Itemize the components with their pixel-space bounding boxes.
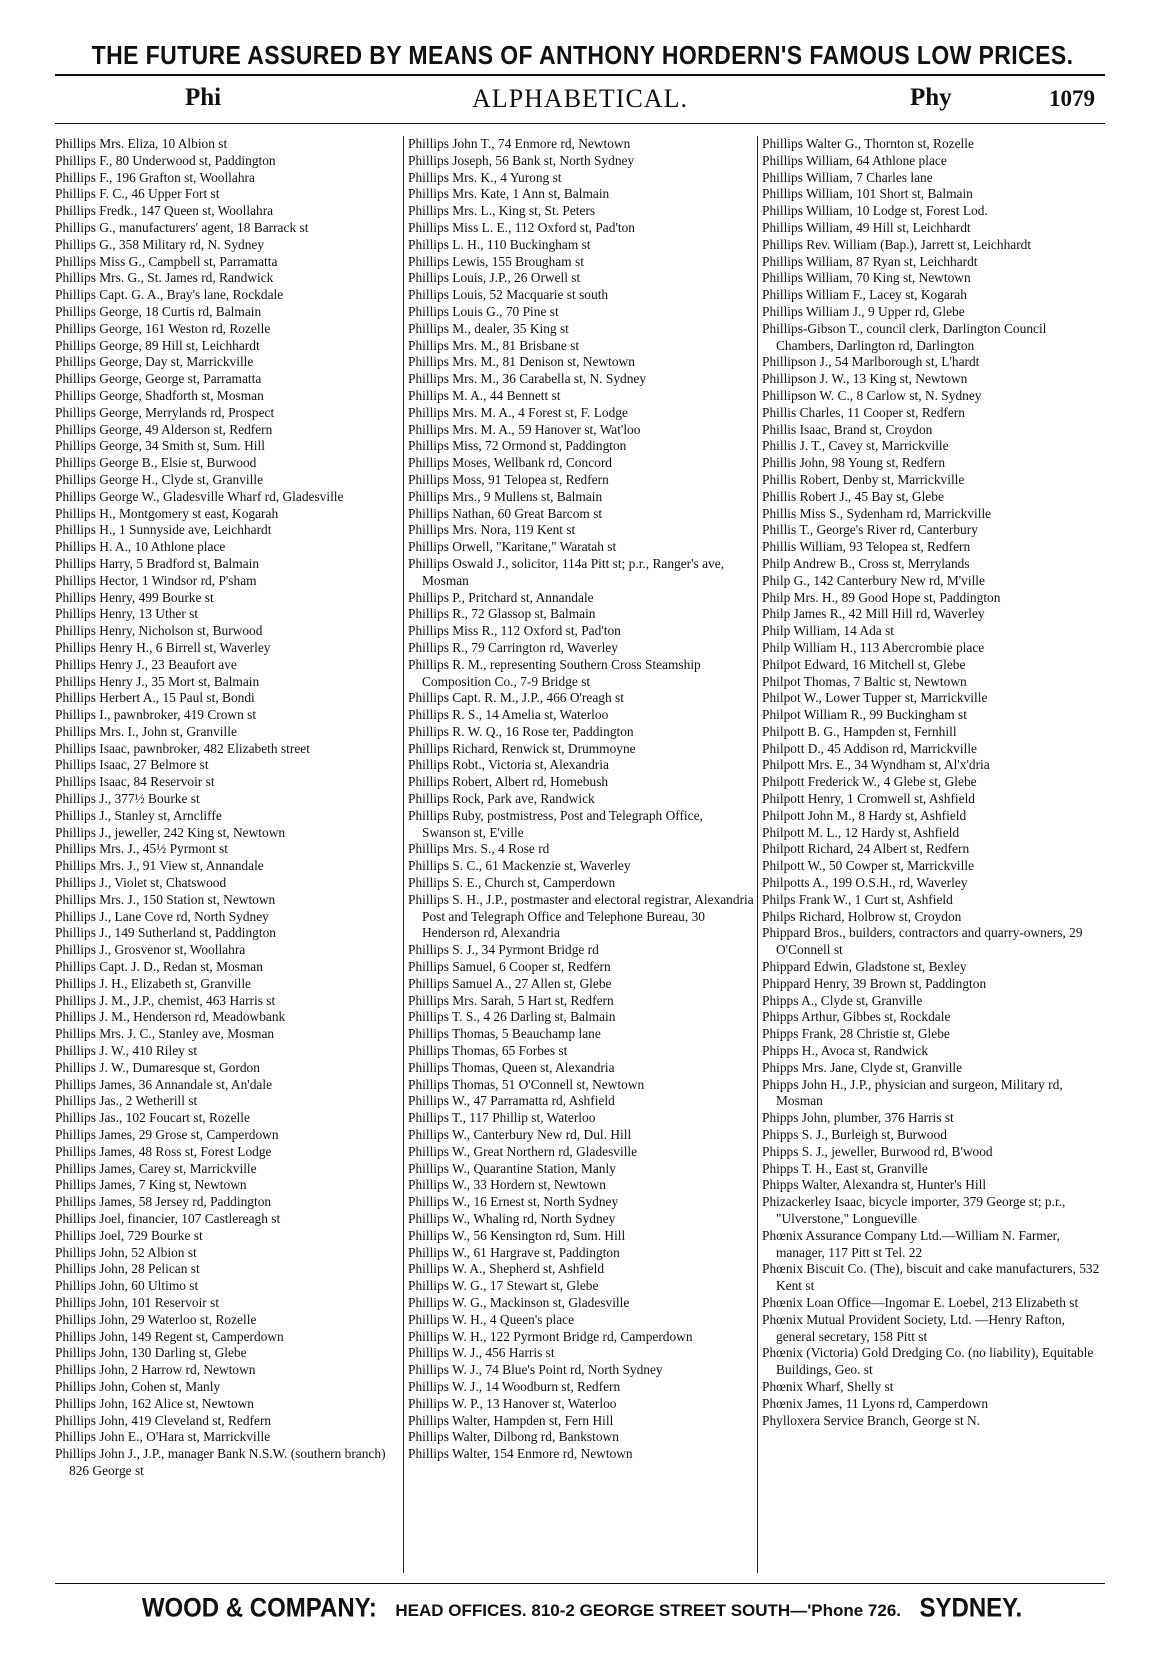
directory-entry: Phillips Mrs. M. A., 59 Hanover st, Wat'loo [408,421,641,437]
directory-entry: Phillips Rev. William (Bap.), Jarrett st, Leichhardt [762,236,1032,252]
directory-column-3 [762,136,1107,1573]
directory-entry: Phillips William F., Lacey st, Kogarah [762,287,967,303]
directory-entry: Phillips W. G., 17 Stewart st, Glebe [408,1278,599,1294]
directory-entry: Phippard Edwin, Gladstone st, Bexley [762,959,967,975]
directory-entry: Philpott John M., 8 Hardy st, Ashfield [762,807,967,823]
column-divider [403,136,404,1573]
running-head [55,84,1105,120]
directory-entry: Philp William, 14 Ada st [762,623,895,639]
directory-entry: Phillips G., 358 Military rd, N. Sydney [55,236,265,252]
directory-entry: Phillips John, Cohen st, Manly [55,1378,221,1394]
directory-entry: Phillips George, 49 Alderson st, Redfern [55,421,273,437]
directory-entry: Philp James R., 42 Mill Hill rd, Waverley [762,606,985,622]
directory-entry: Phillipson J., 54 Marlborough st, L'hardt [762,354,980,370]
directory-entry: Phillips Mrs. Nora, 119 Kent st [408,522,576,538]
directory-entry: Philpott M. L., 12 Hardy st, Ashfield [762,824,960,840]
directory-entry: Phillips Samuel A., 27 Allen st, Glebe [408,975,612,991]
directory-entry: Phillips Mrs. M., 81 Brisbane st [408,337,580,353]
directory-entry: Phillipson W. C., 8 Carlow st, N. Sydney [762,387,982,403]
directory-entry: Phillips W. G., Mackinson st, Gladesville [408,1294,630,1310]
footer-city: SYDNEY. [919,1593,1023,1624]
directory-entry: Phillips John, 28 Pelican st [55,1261,200,1277]
directory-entry: Phillips Joel, 729 Bourke st [55,1227,203,1243]
directory-entry: Phillips W. J., 74 Blue's Point rd, North Sydney [408,1362,663,1378]
directory-entry: Phillips S. J., 34 Pyrmont Bridge rd [408,942,599,958]
directory-entry: Phillis Isaac, Brand st, Croydon [762,421,933,437]
directory-entry: Phillips Capt. J. D., Redan st, Mosman [55,959,263,975]
directory-entry: Phillips M., dealer, 35 King st [408,320,569,336]
directory-entry: Phillips T., 117 Phillip st, Waterloo [408,1110,596,1126]
directory-entry: Phipps Mrs. Jane, Clyde st, Granville [762,1059,963,1075]
directory-entry: Phillips Isaac, 84 Reservoir st [55,774,215,790]
directory-entry: Phillips Jas., 2 Wetherill st [55,1093,198,1109]
directory-entry: Phillips William, 64 Athlone place [762,152,947,168]
directory-entry: Phillips Mrs. J., 91 View st, Annandale [55,858,264,874]
directory-entry: Phillips R., 79 Carrington rd, Waverley [408,639,618,655]
directory-entry: Phillipson J. W., 13 King st, Newtown [762,371,968,387]
directory-entry: Phillis T., George's River rd, Canterbury [762,522,978,538]
directory-entry: Phillips S. C., 61 Mackenzie st, Waverley [408,858,631,874]
directory-column-1 [55,136,400,1573]
directory-entry: Phillips Joseph, 56 Bank st, North Sydney [408,152,635,168]
directory-entry: Philpott Mrs. E., 34 Wyndham st, Al'x'dria [762,757,990,773]
directory-entry: Phillips W. J., 14 Woodburn st, Redfern [408,1378,621,1394]
directory-entry: Phipps John, plumber, 376 Harris st [762,1110,954,1126]
directory-entry: Phillips W., Whaling rd, North Sydney [408,1211,616,1226]
directory-entry: Phillips W. H., 122 Pyrmont Bridge rd, Camperdown [408,1328,693,1344]
directory-entry: Phillips William, 10 Lodge st, Forest Lod. [762,203,988,219]
directory-entry: Phillips John, 29 Waterloo st, Rozelle [55,1311,257,1327]
directory-entry: Phillips Walter, Dilbong rd, Bankstown [408,1429,619,1445]
banner-rule [55,74,1105,76]
directory-entry: Phillips J., Stanley st, Arncliffe [55,807,222,823]
directory-entry: Phipps S. J., jeweller, Burwood rd, B'wood [762,1143,993,1159]
directory-entry: Philpott W., 50 Cowper st, Marrickville [762,858,975,874]
directory-entry: Philpott D., 45 Addison rd, Marrickville [762,740,977,756]
directory-entry: Phillips Harry, 5 Bradford st, Balmain [55,555,260,571]
directory-entry: Phœnix Loan Office—Ingomar E. Loebel, 213 Elizabeth st [762,1294,1079,1310]
directory-entry: Phillips Walter, Hampden st, Fern Hill [408,1412,614,1428]
directory-entry: Philpott Frederick W., 4 Glebe st, Glebe [762,774,977,790]
directory-entry: Phillips H., 1 Sunnyside ave, Leichhardt [55,522,272,538]
directory-entry: Philp Andrew B., Cross st, Merrylands [762,555,970,571]
directory-entry: Phillips Mrs. J. C., Stanley ave, Mosman [55,1026,275,1042]
directory-entry: Phillips John T., 74 Enmore rd, Newtown [408,136,631,151]
directory-entry: Phillips Mrs. Sarah, 5 Hart st, Redfern [408,992,614,1008]
directory-entry: Phillips Mrs. J., 45½ Pyrmont st [55,841,228,857]
directory-entry: Phillips W. J., 456 Harris st [408,1345,555,1361]
directory-entry: Phillips J., Violet st, Chatswood [55,875,227,891]
directory-entry: Phillips H., Montgomery st east, Kogarah [55,505,279,521]
directory-entry: Phillips W., 56 Kensington rd, Sum. Hill [408,1227,626,1243]
directory-entry: Phillips T. S., 4 26 Darling st, Balmain [408,1009,616,1025]
directory-entry: Philpott Henry, 1 Cromwell st, Ashfield [762,791,976,807]
directory-entry: Phillips Robt., Victoria st, Alexandria [408,757,609,773]
directory-entry: Phillips W., Quarantine Station, Manly [408,1160,616,1176]
directory-entry: Phillips R., 72 Glassop st, Balmain [408,606,596,622]
directory-entry: Phillips W., 33 Hordern st, Newtown [408,1177,606,1193]
directory-entry: Phillips John, 60 Ultimo st [55,1278,199,1294]
directory-entry: Philpot Edward, 16 Mitchell st, Glebe [762,656,966,672]
directory-entry: Phillips Mrs. M., 36 Carabella st, N. Sydney [408,371,647,387]
directory-entry: Phillips J., Lane Cove rd, North Sydney [55,908,269,924]
directory-entry: Phillips George, 18 Curtis rd, Balmain [55,303,262,319]
directory-entry: Phillips F., 196 Grafton st, Woollahra [55,169,255,185]
directory-entry: Phillips Lewis, 155 Brougham st [408,253,584,269]
directory-entry: Phillips J. W., 410 Riley st [55,1043,198,1059]
directory-entry: Phillips Isaac, 27 Belmore st [55,757,209,773]
directory-entry: Phillips W., 61 Hargrave st, Paddington [408,1244,620,1260]
directory-entry: Phillips P., Pritchard st, Annandale [408,589,594,605]
directory-entry: Phillips Miss G., Campbell st, Parramatta [55,253,278,269]
directory-entry: Phillips George H., Clyde st, Granville [55,471,264,487]
directory-entry: Phillips Isaac, pawnbroker, 482 Elizabeth street [55,740,310,756]
directory-entry: Philpotts A., 199 O.S.H., rd, Waverley [762,875,968,891]
guide-word-last: Phy [910,84,952,111]
footer-address: HEAD OFFICES. 810-2 GEORGE STREET SOUTH—'Phone 726. [395,1601,902,1620]
directory-entry: Phillips Moss, 91 Telopea st, Redfern [408,471,609,487]
directory-entry: Phillips James, 36 Annandale st, An'dale [55,1076,273,1092]
directory-entry: Phillips James, 29 Grose st, Camperdown [55,1127,279,1143]
directory-entry: Phillips Walter G., Thornton st, Rozelle [762,136,974,151]
directory-entry: Phillips F., 80 Underwood st, Paddington [55,152,276,168]
directory-entry: Phillips William, 7 Charles lane [762,169,933,185]
directory-entry: Philpott B. G., Hampden st, Fernhill [762,723,957,739]
footer-rule [55,1583,1105,1584]
directory-entry: Phillips W., Canterbury New rd, Dul. Hill [408,1127,632,1143]
directory-entry: Phillips J. W., Dumaresque st, Gordon [55,1059,260,1075]
directory-entry: Phillips William, 87 Ryan st, Leichhardt [762,253,978,269]
directory-entry: Phillips Mrs. G., St. James rd, Randwick [55,270,274,286]
directory-entry: Phillips Joel, financier, 107 Castlereagh st [55,1211,281,1226]
directory-entry: Phillips John J., J.P., manager Bank N.S.W. (southern branch) 826 George st [55,1446,386,1478]
directory-entry: Phillis Charles, 11 Cooper st, Redfern [762,404,965,420]
directory-entry: Phipps Frank, 28 Christie st, Glebe [762,1026,950,1042]
directory-entry: Phillips George, 89 Hill st, Leichhardt [55,337,260,353]
directory-entry: Phillips George, 34 Smith st, Sum. Hill [55,438,265,454]
directory-entry: Phillips James, 7 King st, Newtown [55,1177,247,1193]
directory-entry: Phillis Robert, Denby st, Marrickville [762,471,965,487]
directory-entry: Phillips Jas., 102 Foucart st, Rozelle [55,1110,250,1126]
directory-entry: Phillips John, 419 Cleveland st, Redfern [55,1412,272,1428]
directory-entry: Phillips Mrs. J., 150 Station st, Newtown [55,891,276,907]
directory-entry: Phillips John E., O'Hara st, Marrickville [55,1429,271,1445]
directory-entry: Phillips Walter, 154 Enmore rd, Newtown [408,1446,633,1462]
directory-entry: Phillips Capt. R. M., J.P., 466 O'reagh st [408,690,624,706]
directory-entry: Phillips George W., Gladesville Wharf rd, Gladesville [55,488,344,504]
directory-entry: Phipps H., Avoca st, Randwick [762,1043,929,1059]
directory-entry: Philpott Richard, 24 Albert st, Redfern [762,841,970,857]
directory-entry: Phillips Mrs. L., King st, St. Peters [408,203,596,219]
directory-entry: Phillips George, Day st, Marrickville [55,354,254,370]
directory-entry: Phillips J., 377½ Bourke st [55,791,200,807]
directory-entry: Phillips Herbert A., 15 Paul st, Bondi [55,690,255,706]
directory-entry: Phillips R. S., 14 Amelia st, Waterloo [408,707,609,723]
directory-entry: Phizackerley Isaac, bicycle importer, 379 George st; p.r., "Ulverstone," Longueville [762,1194,1066,1226]
directory-entry: Phillips John, 162 Alice st, Newtown [55,1395,255,1411]
directory-entry: Phillips Henry H., 6 Birrell st, Waverley [55,639,271,655]
directory-entry: Phillips Ruby, postmistress, Post and Telegraph Office, Swanson st, E'ville [408,807,703,840]
directory-entry: Phillips George, Merrylands rd, Prospect [55,404,275,420]
directory-entry: Philps Richard, Holbrow st, Croydon [762,908,962,924]
directory-entry: Phillips W., 47 Parramatta rd, Ashfield [408,1093,615,1109]
directory-entry: Phillips G., manufacturers' agent, 18 Barrack st [55,219,309,235]
directory-entry: Phippard Bros., builders, contractors and quarry-owners, 29 O'Connell st [762,925,1083,958]
directory-entry: Phillis Miss S., Sydenham rd, Marrickville [762,505,992,521]
directory-entry: Phillips Thomas, Queen st, Alexandria [408,1059,615,1075]
directory-entry: Phillips Fredk., 147 Queen st, Woollahra [55,203,274,219]
section-title: ALPHABETICAL. [472,84,688,113]
directory-entry: Phillips Henry J., 35 Mort st, Balmain [55,673,260,689]
directory-column-2 [408,136,754,1573]
directory-entry: Phœnix Wharf, Shelly st [762,1378,894,1394]
directory-entry: Phillips Capt. G. A., Bray's lane, Rockdale [55,287,284,303]
directory-entry: Philps Frank W., 1 Curt st, Ashfield [762,891,953,907]
directory-entry: Phillips James, 48 Ross st, Forest Lodge [55,1143,272,1159]
directory-entry: Phillips J. M., Henderson rd, Meadowbank [55,1009,286,1025]
directory-entry: Phillips Samuel, 6 Cooper st, Redfern [408,959,611,975]
directory-entry: Phillips George, 161 Weston rd, Rozelle [55,320,271,336]
header-rule [55,123,1105,124]
directory-entry: Phillips Louis, J.P., 26 Orwell st [408,270,581,286]
directory-entry: Phœnix Assurance Company Ltd.—William N. Farmer, manager, 117 Pitt st Tel. 22 [762,1227,1060,1260]
directory-entry: Phillips Nathan, 60 Great Barcom st [408,505,603,521]
directory-entry: Phillips James, 58 Jersey rd, Paddington [55,1194,272,1210]
directory-entry: Phillips Mrs. M. A., 4 Forest st, F. Lodge [408,404,628,420]
footer-company: WOOD & COMPANY: [141,1593,377,1624]
directory-entry: Philp G., 142 Canterbury New rd, M'ville [762,572,985,588]
directory-entry: Phillips M. A., 44 Bennett st [408,387,561,403]
directory-entry: Phillips W. P., 13 Hanover st, Waterloo [408,1395,617,1411]
column-divider [757,136,758,1573]
directory-entry: Phillis Robert J., 45 Bay st, Glebe [762,488,944,504]
directory-entry: Phillips William, 49 Hill st, Leichhardt [762,219,971,235]
directory-entry: Phillips F. C., 46 Upper Fort st [55,186,220,202]
directory-entry: Phillips-Gibson T., council clerk, Darlington Council Chambers, Darlington rd, Darlington [762,320,1047,353]
directory-entry: Philp William H., 113 Abercrombie place [762,639,985,655]
directory-entry: Phillis John, 98 Young st, Redfern [762,455,946,471]
directory-entry: Phillips William J., 9 Upper rd, Glebe [762,303,965,319]
directory-entry: Phillips W., 16 Ernest st, North Sydney [408,1194,619,1210]
directory-entry: Phillips Henry, 13 Uther st [55,606,199,622]
directory-entry: Phillips S. E., Church st, Camperdown [408,875,616,891]
directory-entry: Phillips John, 130 Darling st, Glebe [55,1345,247,1361]
directory-entry: Phipps Walter, Alexandra st, Hunter's Hill [762,1177,987,1193]
directory-entry: Phipps T. H., East st, Granville [762,1160,928,1176]
directory-entry: Phillips William, 70 King st, Newtown [762,270,971,286]
directory-entry: Phillips Moses, Wellbank rd, Concord [408,455,612,471]
directory-entry: Phillips John, 101 Reservoir st [55,1294,220,1310]
directory-entry: Phillips Mrs., 9 Mullens st, Balmain [408,488,603,504]
directory-entry: Phillips L. H., 110 Buckingham st [408,236,591,252]
directory-entry: Phillips S. H., J.P., postmaster and electoral registrar, Alexandria Post and Telegraph Office and Telephone Bureau, 30 Henderson rd, Alexandria [408,891,754,941]
directory-entry: Phillips J., jeweller, 242 King st, Newtown [55,824,286,840]
directory-entry: Phillips Henry J., 23 Beaufort ave [55,656,237,672]
guide-word-first: Phi [185,84,222,111]
directory-entry: Phillips W. H., 4 Queen's place [408,1311,575,1327]
directory-entry: Phipps S. J., Burleigh st, Burwood [762,1127,947,1143]
directory-entry: Philpot William R., 99 Buckingham st [762,707,967,723]
directory-entry: Phœnix James, 11 Lyons rd, Camperdown [762,1395,989,1411]
directory-entry: Phillips W. A., Shepherd st, Ashfield [408,1261,605,1277]
directory-entry: Phillips R. M., representing Southern Cross Steamship Composition Co., 7-9 Bridge st [408,656,701,689]
directory-entry: Phillips George, Shadforth st, Mosman [55,387,264,403]
advertising-banner: THE FUTURE ASSURED BY MEANS OF ANTHONY HORDERN'S FAMOUS LOW PRICES. [91,40,1074,70]
directory-entry: Phillips John, 2 Harrow rd, Newtown [55,1362,256,1378]
directory-entry: Phillips Mrs. M., 81 Denison st, Newtown [408,354,635,370]
directory-entry: Phillips Miss L. E., 112 Oxford st, Pad'ton [408,219,635,235]
directory-entry: Phœnix Mutual Provident Society, Ltd. —Henry Rafton, general secretary, 158 Pitt st [762,1311,1065,1344]
directory-entry: Philpot Thomas, 7 Baltic st, Newtown [762,673,967,689]
directory-entry: Phillips Orwell, "Karitane," Waratah st [408,539,617,555]
directory-entry: Phillips Miss R., 112 Oxford st, Pad'ton [408,623,621,639]
directory-entry: Phillips J. M., J.P., chemist, 463 Harris st [55,992,276,1008]
directory-entry: Phillips Robert, Albert rd, Homebush [408,774,609,790]
directory-entry: Phœnix (Victoria) Gold Dredging Co. (no liability), Equitable Buildings, Geo. st [762,1345,1094,1378]
directory-entry: Phipps Arthur, Gibbes st, Rockdale [762,1009,951,1025]
directory-entry: Phillips Oswald J., solicitor, 114a Pitt st; p.r., Ranger's ave, Mosman [408,555,725,588]
directory-entry: Phillips Mrs. S., 4 Rose rd [408,841,550,857]
directory-entry: Phillips George B., Elsie st, Burwood [55,455,257,471]
directory-entry: Phillips William, 101 Short st, Balmain [762,186,973,202]
directory-entry: Phipps John H., J.P., physician and surgeon, Military rd, Mosman [762,1076,1063,1109]
directory-entry: Phillips Henry, Nicholson st, Burwood [55,623,263,639]
directory-entry: Phillips John, 149 Regent st, Camperdown [55,1328,284,1344]
directory-entry: Phillips J., 149 Sutherland st, Paddington [55,925,276,941]
directory-entry: Phillips Thomas, 5 Beauchamp lane [408,1026,601,1042]
directory-entry: Phillips Henry, 499 Bourke st [55,589,214,605]
directory-entry: Phippard Henry, 39 Brown st, Paddington [762,975,987,991]
directory-entry: Phillips Thomas, 51 O'Connell st, Newtown [408,1076,645,1092]
directory-entry: Phillips George, George st, Parramatta [55,371,262,387]
footer-advertisement [0,1595,1164,1623]
directory-entry: Phillips I., pawnbroker, 419 Crown st [55,707,257,723]
directory-entry: Phillips Rock, Park ave, Randwick [408,791,595,807]
directory-entry: Phipps A., Clyde st, Granville [762,992,923,1008]
directory-entry: Phillips John, 52 Albion st [55,1244,197,1260]
page-number: 1079 [1049,86,1095,111]
directory-entry: Phillips James, Carey st, Marrickville [55,1160,257,1176]
directory-entry: Phillis William, 93 Telopea st, Redfern [762,539,971,555]
directory-entry: Phillips W., Great Northern rd, Gladesville [408,1143,638,1159]
directory-entry: Phillips Louis, 52 Macquarie st south [408,287,609,303]
directory-entry: Phillips J. H., Elizabeth st, Granville [55,975,252,991]
directory-entry: Phillips R. W. Q., 16 Rose ter, Paddington [408,723,634,739]
directory-entry: Phillips Mrs. Kate, 1 Ann st, Balmain [408,186,610,202]
directory-entry: Philpot W., Lower Tupper st, Marrickville [762,690,988,706]
directory-entry: Phillips H. A., 10 Athlone place [55,539,226,555]
directory-entry: Philp Mrs. H., 89 Good Hope st, Paddington [762,589,1001,605]
directory-entry: Phillips Mrs. K., 4 Yurong st [408,169,562,185]
directory-entry: Phillips Thomas, 65 Forbes st [408,1043,568,1059]
directory-entry: Phillips Louis G., 70 Pine st [408,303,559,319]
directory-entry: Phillips Mrs. Eliza, 10 Albion st [55,136,228,151]
directory-entry: Phillips J., Grosvenor st, Woollahra [55,942,246,958]
directory-entry: Phœnix Biscuit Co. (The), biscuit and cake manufacturers, 532 Kent st [762,1261,1100,1294]
directory-entry: Phillips Richard, Renwick st, Drummoyne [408,740,636,756]
directory-entry: Phillis J. T., Cavey st, Marrickville [762,438,949,454]
directory-entry: Phylloxera Service Branch, George st N. [762,1412,981,1428]
directory-entry: Phillips Hector, 1 Windsor rd, P'sham [55,572,257,588]
directory-entry: Phillips Miss, 72 Ormond st, Paddington [408,438,627,454]
directory-entry: Phillips Mrs. I., John st, Granville [55,723,237,739]
